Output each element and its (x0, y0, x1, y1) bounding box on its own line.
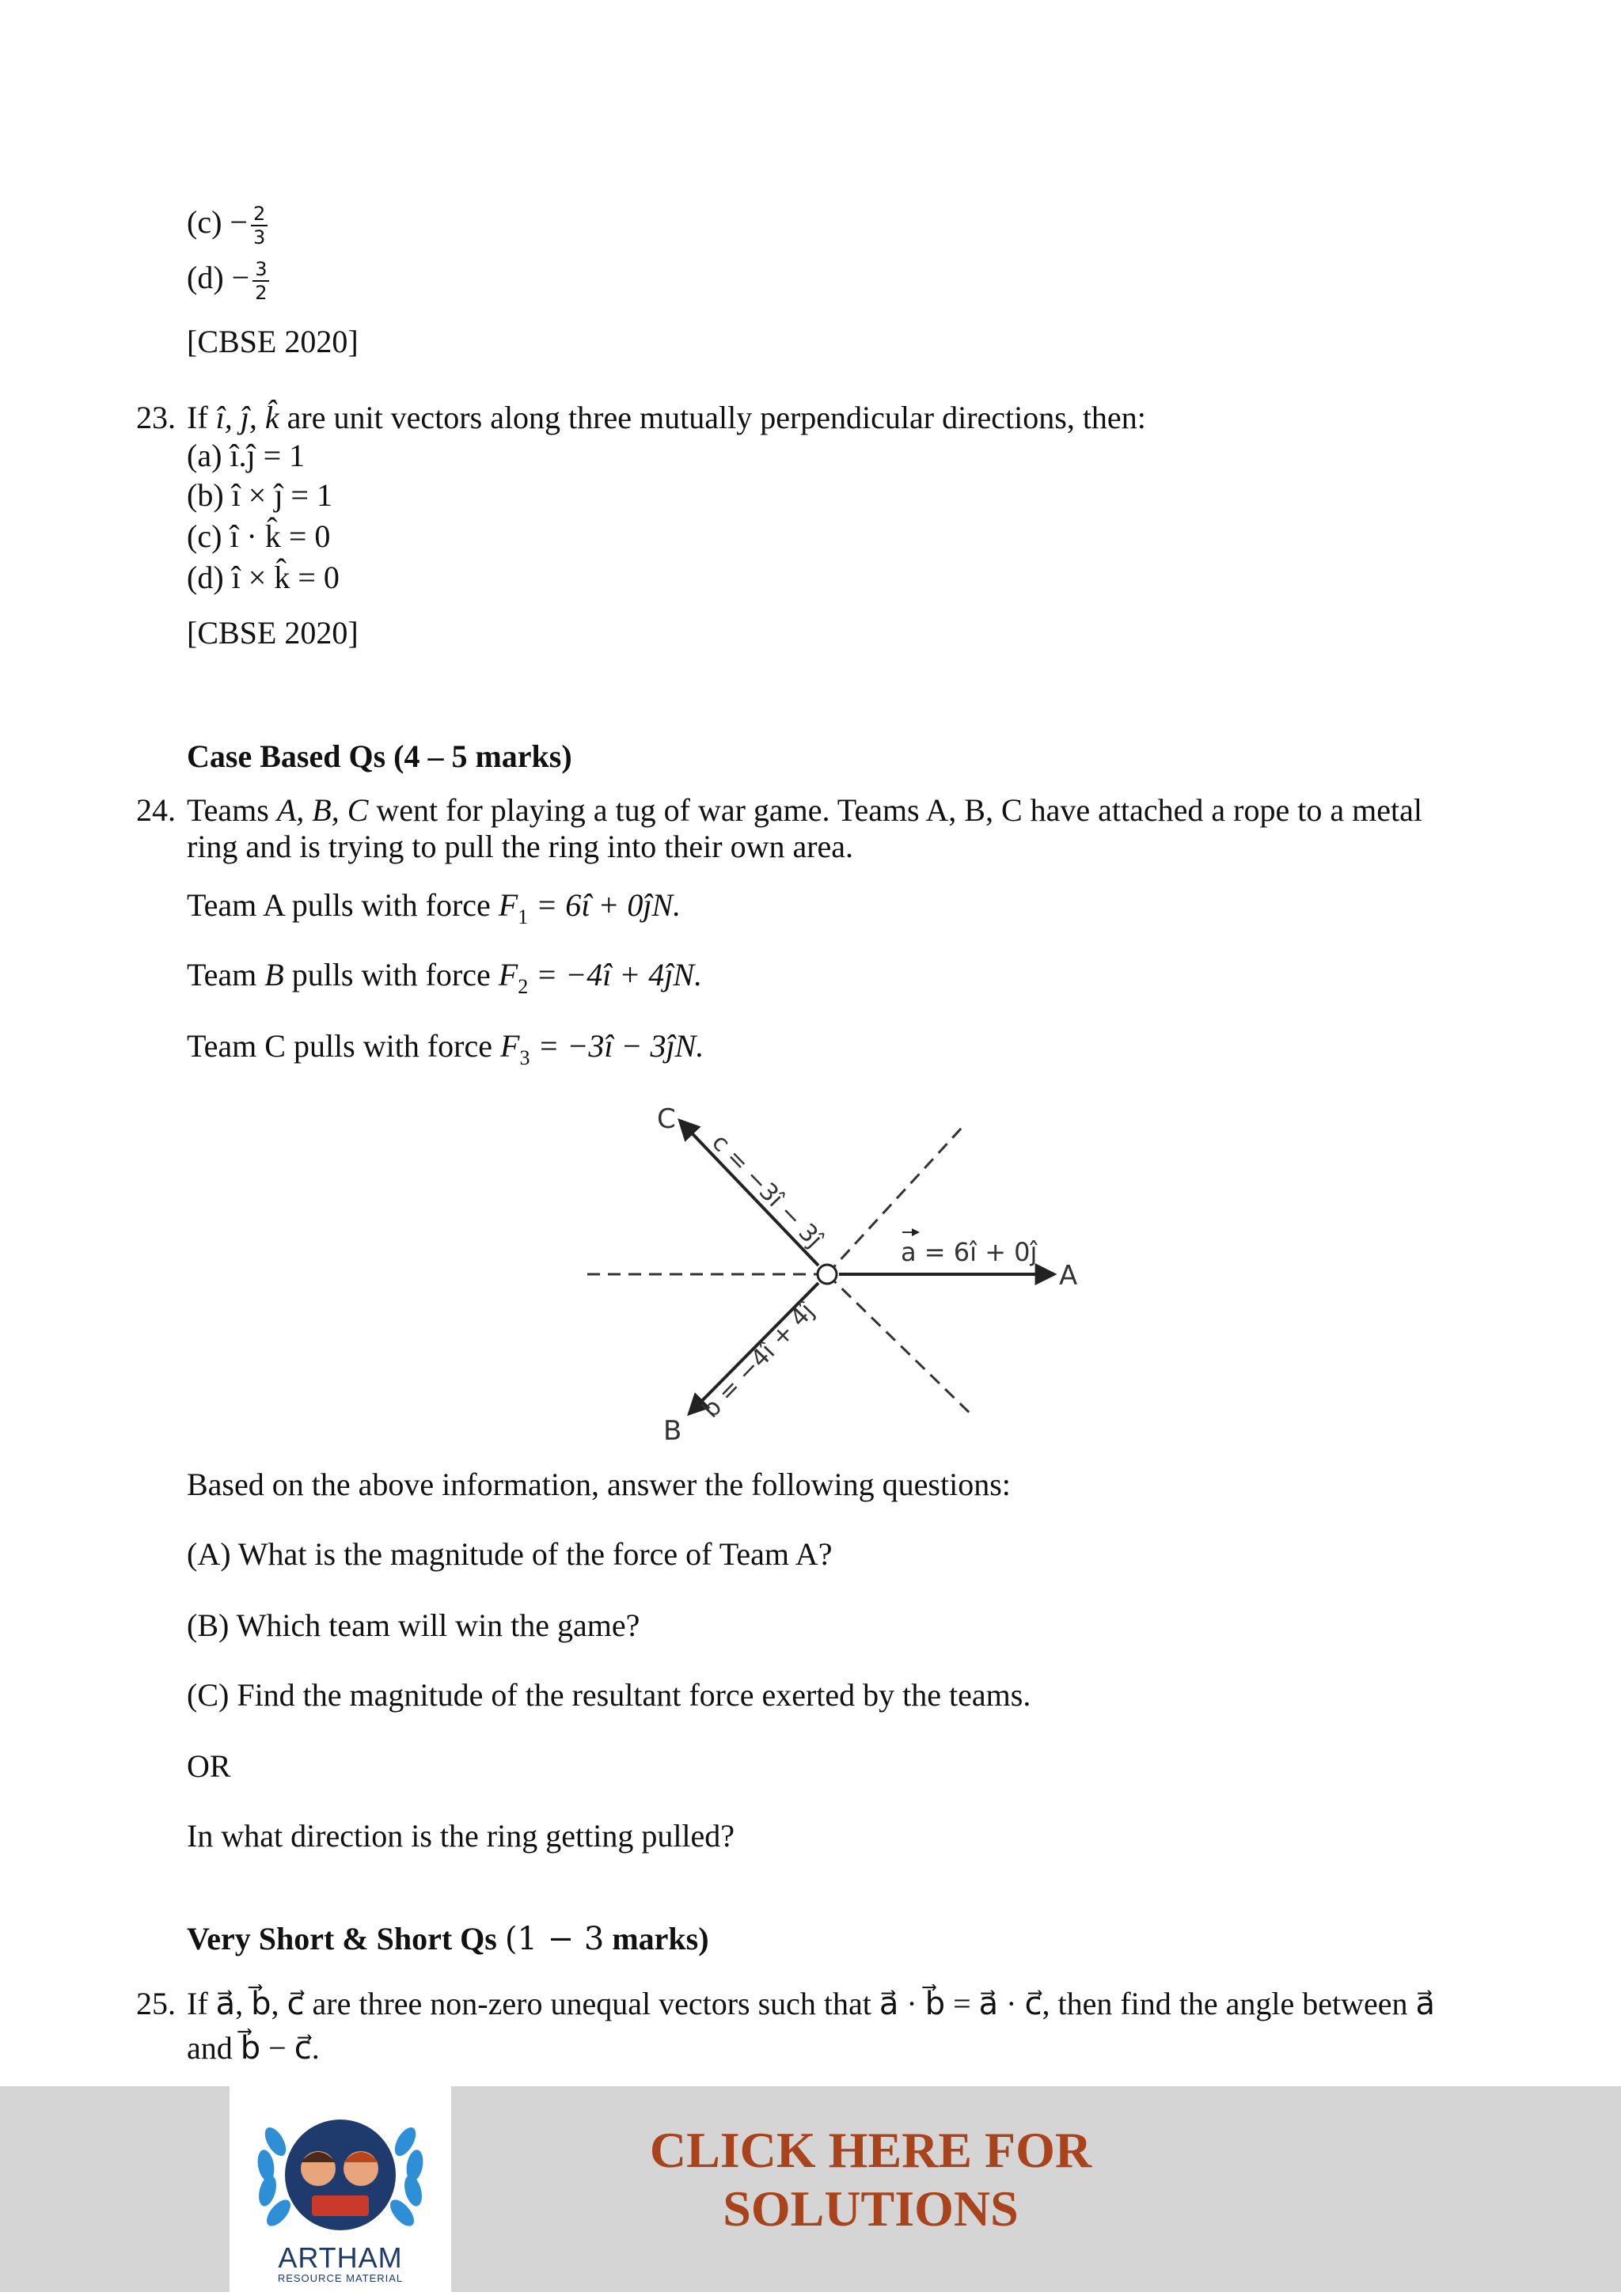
metal-ring (818, 1265, 837, 1284)
q23-option-d: (d) î × k̂ = 0 (187, 560, 340, 595)
q23-stem: If î, ĵ, k̂ are unit vectors along three mutually perpendicular directions, then: (187, 400, 1146, 435)
q22-source: [CBSE 2020] (187, 324, 359, 359)
q22-option-c-fraction: $\frac{2}{3}$ (251, 203, 268, 249)
q24-sub-question-a: (A) What is the magnitude of the force of Team A? (187, 1536, 833, 1572)
case-based-heading: Case Based Qs (4 – 5 marks) (187, 738, 572, 774)
vector-a-expression: a = 6î + 0ĵ (901, 1237, 1038, 1267)
label-team-c: C (657, 1104, 676, 1135)
logo-name: ARTHAM (278, 2241, 403, 2274)
q25-line2: and b⃗ − c⃗. (187, 2030, 320, 2066)
q24-prompt: Based on the above information, answer the following questions: (187, 1467, 1011, 1502)
q23-stem-vectors: î, ĵ, k̂ (215, 400, 279, 435)
q23-option-b: (b) î × ĵ = 1 (187, 477, 332, 513)
q22-option-d (187, 258, 269, 304)
logo-tagline: RESOURCE MATERIAL (277, 2272, 404, 2284)
label-team-b: B (663, 1415, 682, 1447)
vector-c-arrow (681, 1121, 818, 1266)
q22-option-c (187, 203, 268, 249)
q24-stem-line2: ring and is trying to pull the ring into their own area. (187, 829, 854, 864)
q24-number: 24. (136, 792, 176, 828)
label-team-a: A (1059, 1260, 1078, 1292)
q23-source: [CBSE 2020] (187, 615, 359, 651)
q24-stem-line1: Teams A, B, C went for playing a tug of war game. Teams A, B, C have attached a rope to a metal (187, 792, 1422, 828)
artham-logo-card[interactable] (230, 2086, 451, 2292)
q23-option-a: (a) î.ĵ = 1 (187, 438, 306, 473)
cta-line-1: CLICK HERE FOR (649, 2122, 1092, 2178)
q23-number: 23. (136, 400, 176, 435)
q24-sub-question-b: (B) Which team will win the game? (187, 1607, 640, 1643)
q22-option-c-label: (c) − (187, 204, 248, 241)
q24-force-a: Team A pulls with force $F_1$ = 6̂ι + 0ĵN. (187, 887, 681, 928)
dashed-diagonal-lower (827, 1274, 974, 1417)
vector-b-expression: b = −4î + 4ĵ (697, 1297, 820, 1424)
q24-sub-question-c-alt: In what direction is the ring getting pulled? (187, 1818, 735, 1854)
vector-c-expression: c = −3î − 3ĵ (706, 1129, 828, 1254)
q23-option-c: (c) î · k̂ = 0 (187, 518, 331, 554)
solutions-link[interactable] (602, 2121, 1140, 2238)
very-short-heading: Very Short & Short Qs (1 − 3 marks) (187, 1921, 709, 1957)
q24-sub-question-c: (C) Find the magnitude of the resultant force exerted by the teams. (187, 1677, 1031, 1713)
q24-force-c: Team C pulls with force $F_3$ = −3î − 3ĵN. (187, 1028, 704, 1069)
q24-force-b: Team B pulls with force $F_2$ = −4î + 4ĵN. (187, 957, 703, 998)
q24-or: OR (187, 1748, 231, 1784)
tug-of-war-force-diagram (570, 1104, 1092, 1460)
cta-line-2: SOLUTIONS (723, 2180, 1019, 2237)
q22-option-d-label: (d) − (187, 260, 250, 296)
q25-number: 25. (136, 1986, 176, 2021)
q22-option-d-fraction: $\frac{3}{2}$ (252, 258, 269, 304)
q25-line1: If a⃗, b⃗, c⃗ are three non-zero unequal vectors such that a⃗ · b⃗ = a⃗ · c⃗, then find the angle between a⃗ (187, 1986, 1436, 2021)
